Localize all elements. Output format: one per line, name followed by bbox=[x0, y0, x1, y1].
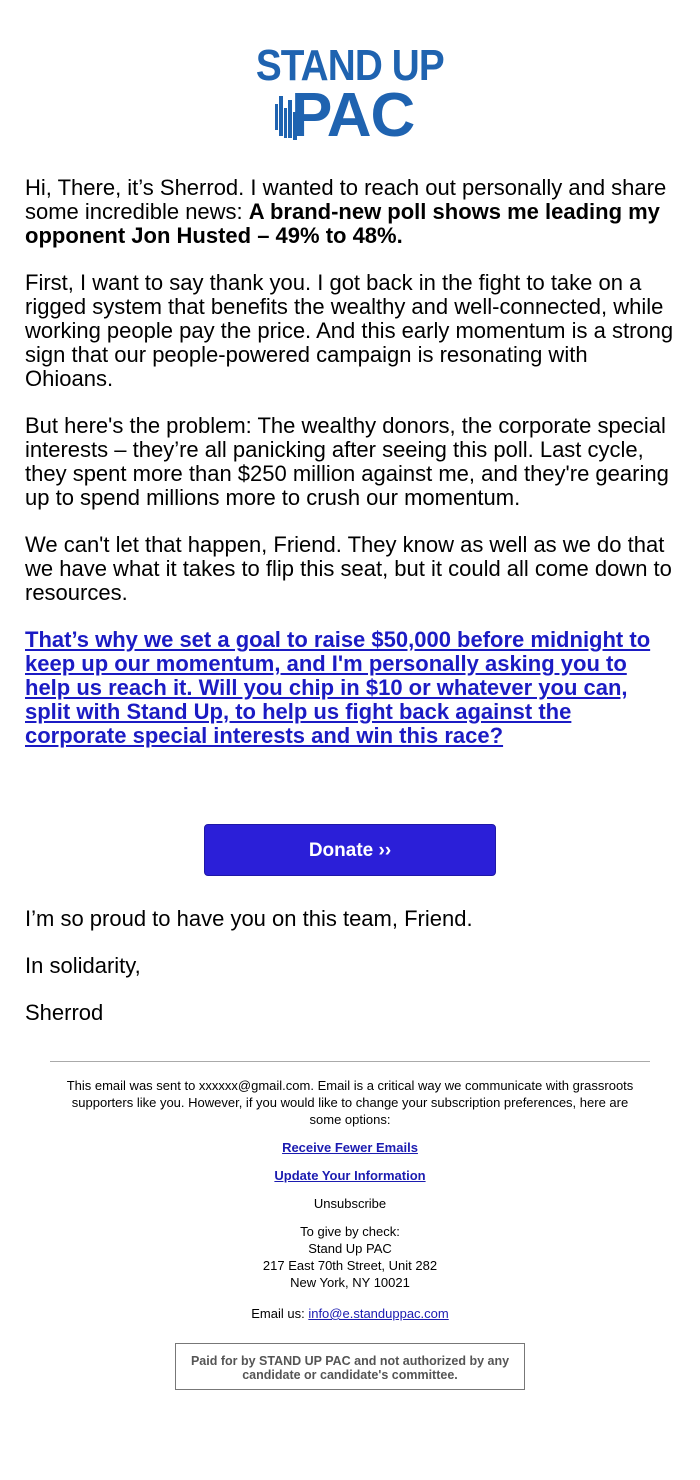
unsubscribe-link[interactable]: Unsubscribe bbox=[313, 1196, 387, 1211]
donate-button[interactable]: Donate ›› bbox=[204, 824, 496, 876]
paragraph-resources: We can't let that happen, Friend. They know as well as we do that we have what it takes to flip this seat, but it could all come down to resources. bbox=[25, 532, 672, 605]
paid-for-disclaimer: Paid for by STAND UP PAC and not authorized by any candidate or candidate's committee. bbox=[175, 1343, 525, 1390]
intro-text: Hi, There, it’s Sherrod. I wanted to reach out personally and share some incredible news: bbox=[25, 175, 667, 224]
donation-appeal-link[interactable]: That’s why we set a goal to raise $50,000 before midnight to keep up our momentum, and I'm personally asking you to help us reach it. Will you chip in $10 or whatever you can, split with Stand Up, to help us fight back against the corporate special interests and win this race? bbox=[25, 627, 651, 748]
contact-email-link[interactable]: info@e.standuppac.com bbox=[308, 1306, 449, 1321]
intro-bold-text: A brand-new poll shows me leading my opponent Jon Husted – 49% to 48%. bbox=[25, 199, 660, 248]
stand-up-pac-logo bbox=[0, 41, 700, 150]
paragraph-cta bbox=[25, 628, 677, 748]
check-street: 217 East 70th Street, Unit 282 bbox=[262, 1258, 438, 1273]
unsubscribe-row bbox=[60, 1195, 640, 1212]
email-closing bbox=[25, 907, 677, 1048]
closing-line: I’m so proud to have you on this team, Friend. bbox=[25, 906, 473, 931]
email-us-row bbox=[60, 1305, 640, 1322]
email-footer bbox=[60, 1077, 640, 1333]
logo-line2: PAC bbox=[291, 81, 415, 150]
update-info-row bbox=[60, 1167, 640, 1184]
check-city: New York, NY 10021 bbox=[290, 1275, 410, 1290]
logo-line2-wrap bbox=[275, 81, 425, 150]
check-name: Stand Up PAC bbox=[308, 1241, 392, 1256]
paragraph-intro bbox=[25, 176, 677, 248]
paragraph-thanks: First, I want to say thank you. I got back in the fight to take on a rigged system that benefits the wealthy and well-connected, while working people pay the price. And this early momentum is a strong sign that our people-powered campaign is resonating with Ohioans. bbox=[25, 270, 674, 391]
check-heading: To give by check: bbox=[300, 1224, 400, 1239]
footer-divider bbox=[50, 1061, 650, 1062]
email-us-label: Email us: bbox=[251, 1306, 309, 1321]
receive-fewer-emails-link[interactable]: Receive Fewer Emails bbox=[282, 1140, 418, 1155]
paragraph-problem: But here's the problem: The wealthy donors, the corporate special interests – they’re all panicking after seeing this poll. Last cycle, they spent more than $250 million against me, and they're gearing up to spend millions more to crush our momentum. bbox=[25, 413, 669, 510]
mailing-address bbox=[60, 1223, 640, 1291]
donate-button-container bbox=[204, 824, 496, 876]
fewer-emails-row bbox=[60, 1139, 640, 1156]
footer-notice: This email was sent to xxxxxx@gmail.com. Email is a critical way we communicate with grassroots supporters like you. However, if you would like to change your subscription preferences, here are some options: bbox=[66, 1078, 634, 1127]
sign-off: In solidarity, bbox=[25, 953, 141, 978]
logo-line1: STAND UP bbox=[255, 41, 444, 90]
update-information-link[interactable]: Update Your Information bbox=[274, 1168, 426, 1183]
email-body bbox=[25, 176, 677, 771]
signature: Sherrod bbox=[25, 1000, 104, 1025]
